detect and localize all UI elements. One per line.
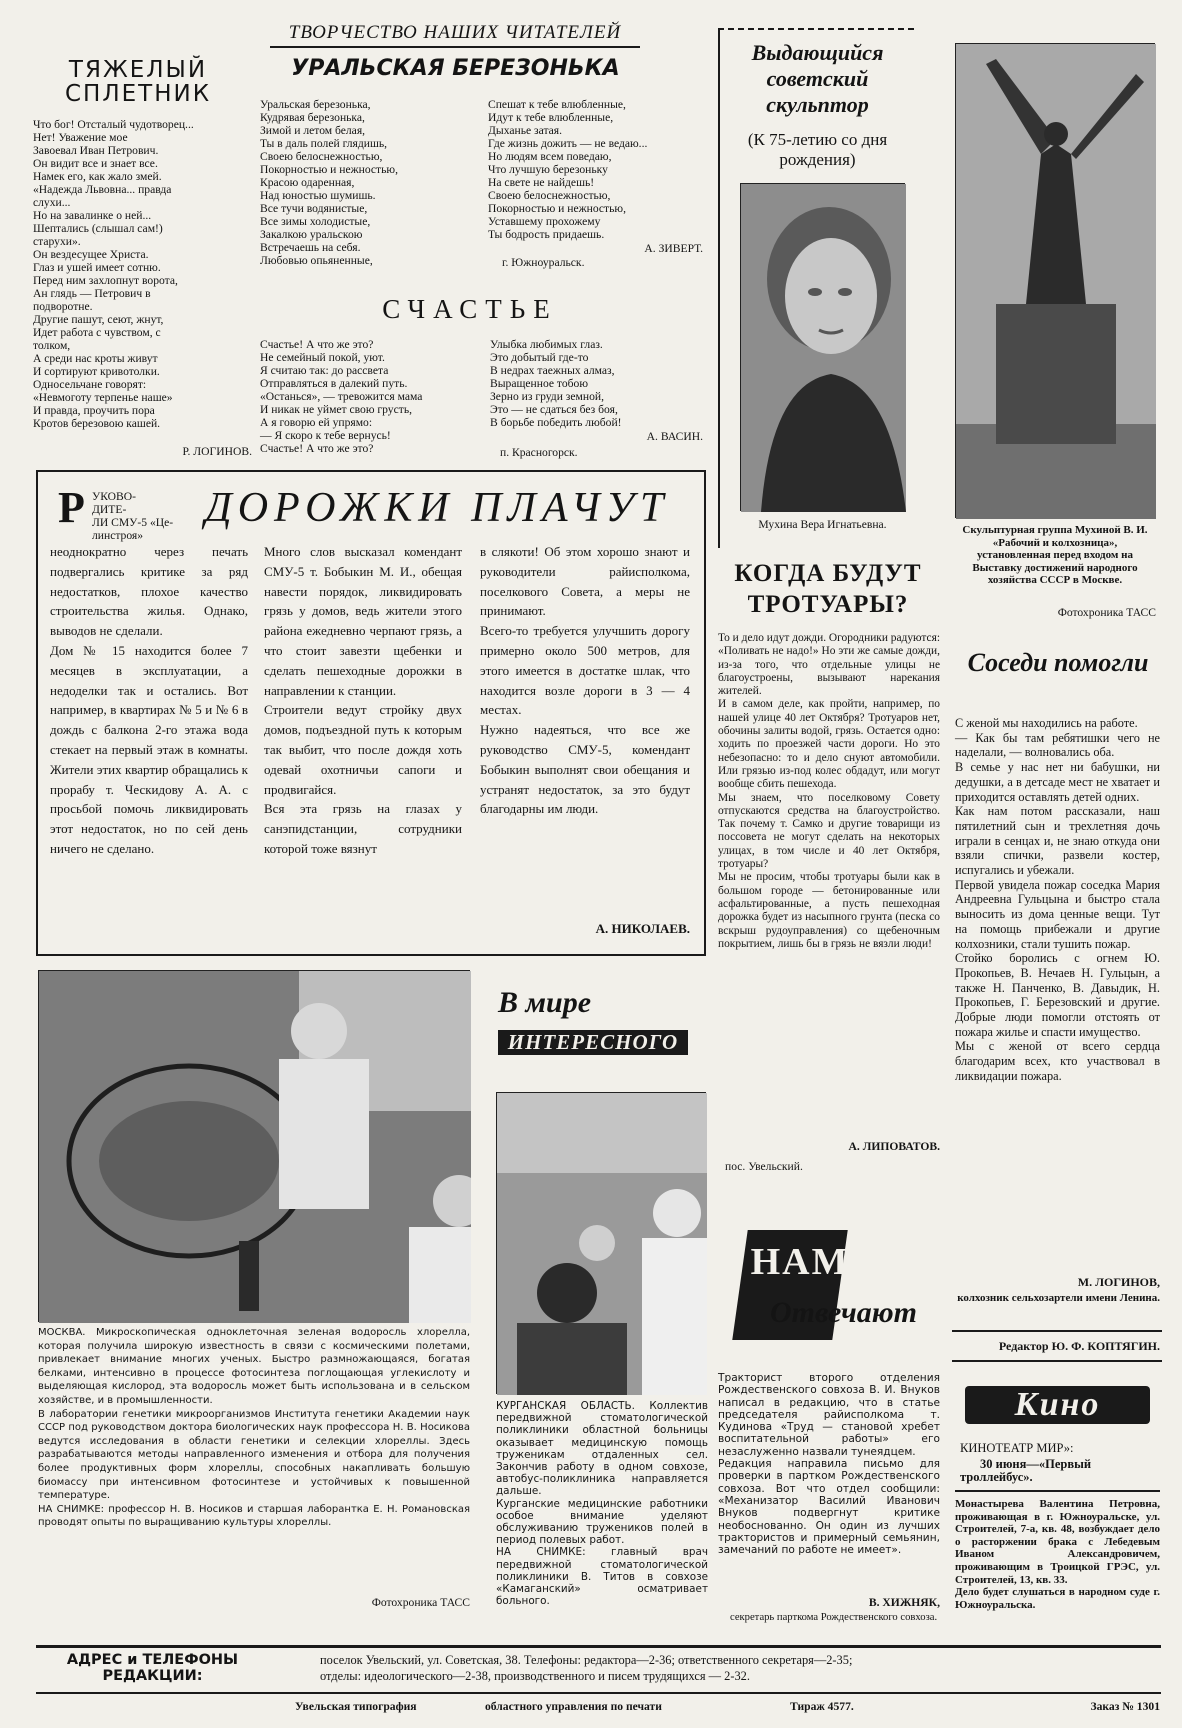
- poem3-author: А. ВАСИН.: [646, 430, 703, 443]
- kino-rule: [955, 1490, 1160, 1492]
- statue-photo: [955, 43, 1155, 518]
- kino-title: Кино: [965, 1386, 1150, 1424]
- answer-author-desc: секретарь парткома Рождественского совхоза.: [730, 1612, 938, 1623]
- sidewalks-title: КОГДА БУДУТ ТРОТУАРЫ?: [734, 560, 922, 618]
- neighbors-text: С женой мы находились на работе. — Как бы там ребятишки чего не наделали, — волновались оба. В семье у нас нет ни бабушки, ни дедушки, а в детсаде мест не хватает и приходится оставлять детей одних. Как нам потом рассказали, наш пятилетний сын и трехлетняя дочь играли в сенцах и, не знаю откуда они взяли спички, развели костер, испугались и убежали. Первой увидела пожар соседка Мария Андреевна Гульцына и быстро стала выносить из дома ценные вещи. Тут на помощь прибежали и другие колхозники, стали тушить пожар. Стойко боролись с огнем Ю. Прокопьев, В. Нечаев Н. Гульцын, а также Н. Панченко, В. Давыдик, Н. Прокопьев, Г. Березовский и другие. Добрые люди помогли отстоять от пожара жилье и спасти имущество. Мы с женой от всего сердца благодарим всех, кто участвовал в ликвидации пожара.: [955, 716, 1160, 1083]
- statue-credit: Фотохроника ТАСС: [1057, 606, 1156, 619]
- footer-print1: Увельская типография: [295, 1700, 417, 1713]
- sculptor-title: Выдающийся советский скульптор: [751, 40, 884, 117]
- poem1-author: Р. ЛОГИНОВ.: [182, 445, 252, 458]
- poem1-title: ТЯЖЕЛЫЙ СПЛЕТНИК: [64, 57, 212, 107]
- roads-title: ДОРОЖКИ ПЛАЧУТ: [205, 485, 670, 531]
- footer-print2: областного управления по печати: [485, 1700, 662, 1713]
- rubric-title: ТВОРЧЕСТВО НАШИХ ЧИТАТЕЛЕЙ: [288, 22, 622, 43]
- statue-caption: Скульптурная группа Мухиной В. И. «Рабочий и колхозница», установленная перед входом на Выставку достижений народного хозяйства СССР в Москве.: [962, 524, 1148, 586]
- poem2-col1: Уральская березонька, Кудрявая березонька, Зимой и летом белая, Ты в даль полей глядишь, Своею белоснежностью, Покорностью и нежностью, Красою одаренная, Над юностью шумишь. Все тучи водянистые, Все зимы холодистые, Закалкою уральскою Встречаешь на себя. Любовью опьяненные,: [260, 98, 398, 267]
- poem3-place: п. Красногорск.: [500, 446, 578, 459]
- dentist-illustration: [497, 1093, 707, 1395]
- footer-print4: Заказ № 1301: [1090, 1700, 1160, 1713]
- moscow-caption: МОСКВА. Микроскопическая одноклеточная зеленая водоросль хлорелла, которая получила широкую известность в связи с космическими полетами, привлекает внимание многих ученых. Быстро размножающаяся, богатая белками, интенсивно в процессе фотосинтеза поглощающая углекислоту и выделяющая кислород, эта водоросль может быть использована и в сельском хозяйстве, и в промышленности. В лаборатории генетики микроорганизмов Института генетики Академии наук СССР под руководством доктора биологических наук профессора Н. В. Носикова ведутся исследования в области генетики и селекции хлореллы. Здесь разрабатываются методы направленного изменения и отбора для получения более продуктивных форм хлореллы, способных накапливать большую биомассу при интенсивном фотосинтезе и устойчивых к повышенной температуре. НА СНИМКЕ: профессор Н. В. Носиков и старшая лаборантка Е. Н. Романовская проводят опыты по выращиванию культуры хлореллы.: [38, 1327, 470, 1529]
- poem2-col2: Спешат к тебе влюбленные, Идут к тебе влюбленные, Дыханье затая. Где жизнь дожить — не ведаю... Но людям всем поведаю, Что лучшую березоньку На свете не найдешь! Своею белоснежностью, Покорностью и нежностью, Уставшему прохожему Ты бодрость придаешь.: [488, 98, 648, 241]
- sidewalks-text: То и дело идут дожди. Огородники радуются: «Поливать не надо!» Но эти же самые дожди, из-за того, что отдельные улицы не благоустроены, вызывают нарекания жителей. И в самом деле, как пройти, например, по нашей улице 40 лет Октября? Тротуаров нет, обочины залиты водой, грязь. Остается одно: ходить по проезжей части дороги. Но это небезопасно: то и дело снуют автомобили. Или грязью из-под колес обдадут, или могут вообще сбить пешехода. Мы знаем, что поселковому Совету отпускаются средства на благоустройство. Так почему т. Самко и другие товарищи из поссовета не могут сделать на некоторых улицах, в том числе и 40 лет Октября, тротуары? Мы не просим, чтобы тротуары были как в большом городе — бетонированные или асфальтированные, а пусть пешеходная дорожка будет из насыпного грунта (песка со вскрыш рудоуправления) со щебеночным покрытием, лишь бы в грязь не вязли люди!: [718, 632, 940, 950]
- poem2-author: А. ЗИВЕРТ.: [644, 242, 703, 255]
- interesting-title-line1: В мире: [498, 986, 592, 1019]
- poem2-place: г. Южноуральск.: [502, 256, 585, 269]
- answer-title-line2: Отвечают: [770, 1296, 917, 1329]
- neighbors-title: Соседи помогли: [967, 648, 1149, 677]
- poem2-title: УРАЛЬСКАЯ БЕРЕЗОНЬКА: [291, 56, 620, 81]
- roads-col2: Много слов высказал комендант СМУ-5 т. Бобыкин М. И., обещая навести порядок, ликвидировать грязь у домов, ведь жители этого района ежедневно черпают грязь, а что стоит завезти щебенки и сделать пешеходные дорожки в направлении к станции. Строители ведут стройку двух домов, подъездной путь к которым так выбит, что после дождя хоть одевай охотничьи сапоги и продвигайся. Вся эта грязь на глазах у санэпидстанции, сотрудники которой тоже вязнут: [264, 544, 462, 856]
- roads-col3: в слякоти! Об этом хорошо знают и руководители райисполкома, поселкового Совета, а меры не принимают. Всего-то требуется улучшить дорогу примерно около 500 метров, для этого имеется в достатке шлак, что находится возле дороги в 3 — 4 местах. Нужно надеяться, что все же руководство СМУ-5, комендант Бобыкин выполнят свои обещания и устранят недостаток, за это будут благодарны им люди.: [480, 544, 690, 817]
- neighbors-author: М. ЛОГИНОВ,: [1077, 1275, 1160, 1289]
- answer-title-line1: НАМ: [750, 1241, 850, 1283]
- moscow-credit: Фотохроника ТАСС: [371, 1596, 470, 1609]
- sidewalks-place: пос. Увельский.: [725, 1160, 803, 1173]
- portrait-photo: [740, 183, 905, 511]
- editor-line: Редактор Ю. Ф. КОПТЯГИН.: [998, 1339, 1160, 1353]
- footer-rule-bottom: [36, 1692, 1161, 1694]
- poem3-col1: Счастье! А что же это? Не семейный покой, уют. Я считаю так: до рассвета Отправляться в далекий путь. «Останься», — тревожится мама И никак не уймет свою грусть, А я говорю ей упрямо: — Я скоро к тебе вернусь! Счастье! А что же это?: [260, 338, 423, 455]
- kino-show: 30 июня—«Первый троллейбус».: [960, 1457, 1092, 1484]
- answer-author: В. ХИЖНЯК,: [868, 1596, 940, 1609]
- neighbors-author-desc: колхозник сельхозартели имени Ленина.: [957, 1292, 1160, 1304]
- sculptor-subtitle: (К 75-летию со дня рождения): [747, 130, 888, 169]
- kino-line: КИНОТЕАТР МИР»:: [960, 1441, 1074, 1455]
- roads-kicker: УКОВО- ДИТЕ- ЛИ СМУ-5 «Це- линстроя»: [92, 490, 174, 542]
- editor-rule-bottom: [952, 1360, 1162, 1362]
- sidewalks-author: А. ЛИПОВАТОВ.: [848, 1140, 940, 1153]
- lab-photo: [38, 970, 470, 1322]
- lab-illustration: [39, 971, 471, 1323]
- statue-illustration: [956, 44, 1156, 519]
- poem1-text: Что бог! Отсталый чудотворец... Нет! Уважение мое Завоевал Иван Петрович. Он видит все и знает все. Намек его, как жало змей. «Надежда Львовна... правда слухи... Но на завалинке о ней... Шептались (слышал сам!) старухи». Он вездесущее Христа. Глаз и ушей имеет сотню. Перед ним захлопнут ворота, Ан глядь — Петрович в подворотне. Другие пашут, сеют, жнут, Идет работа с чувством, с толком, А среди нас кроты живут И сортируют кривотолки. Односельчане говорят: «Невмоготу терпенье наше» И правда, проучить пора Кротов березовою кашей.: [33, 118, 194, 430]
- footer-print3: Тираж 4577.: [790, 1700, 854, 1713]
- divorce-notice: Монастырева Валентина Петровна, проживающая в г. Южноуральске, ул. Строителей, 7-а, кв. 48, возбуждает дело о расторжении брака с Лебедевым Иваном Александровичем, проживающим в Троицкой ГРЭС, ул. Строителей, 13, кв. 33. Дело будет слушаться в народном суде г. Южноуральска.: [955, 1498, 1160, 1611]
- footer-label: АДРЕС и ТЕЛЕФОНЫ РЕДАКЦИИ:: [66, 1652, 239, 1684]
- footer-rule-top: [36, 1645, 1161, 1648]
- footer-line1: поселок Увельский, ул. Советская, 38. Телефоны: редактора—2-36; ответственного секретаря—2-35;: [320, 1653, 853, 1667]
- footer-line2: отделы: идеологического—2-38, производственного и писем трудящихся — 2-32.: [320, 1669, 750, 1683]
- kurgan-caption: КУРГАНСКАЯ ОБЛАСТЬ. Коллектив передвижной стоматологической поликлиники областной больницы оказывает медицинскую помощь труженикам отдаленных сел. Закончив работу в одном совхозе, автобус-поликлиника направляется дальше. Курганские медицинские работники особое внимание уделяют обслуживанию тружеников полей в период полевых работ. НА СНИМКЕ: главный врач передвижной стоматологической поликлиники В. Титов в совхозе «Камаганский» осматривает больного.: [496, 1400, 708, 1608]
- portrait-illustration: [741, 184, 906, 512]
- roads-col1: неоднократно через печать подвергались критике за ряд недостатков, плохое качество строительства жилья. Однако, выводов не сделали. Дом № 15 находится более 7 месяцев в эксплуатации, а недоделки так и остались. Вот например, в квартирах № 5 и № 6 в дождь с балкона 2-го этажа вода стекает на первый этаж в комнаты. Жители этих квартир обращались к прорабу т. Ческидову А. А. с просьбой помочь ликвидировать этот недостаток, но по сей день ничего не сделано.: [50, 544, 248, 856]
- dentist-photo: [496, 1092, 706, 1394]
- editor-rule: [952, 1330, 1162, 1332]
- interesting-title-line2: ИНТЕРЕСНОГО: [498, 1030, 688, 1055]
- roads-author: А. НИКОЛАЕВ.: [595, 921, 690, 936]
- poem3-title: СЧАСТЬЕ: [382, 294, 558, 324]
- portrait-caption: Мухина Вера Игнатьевна.: [758, 518, 887, 531]
- roads-dropcap: Р: [58, 483, 85, 532]
- poem3-col2: Улыбка любимых глаз. Это добытый где-то В недрах таежных алмаз, Выращенное тобою Зерно из груди земной, Это — не сдаться без боя, В борьбе победить любой!: [490, 338, 622, 429]
- rubric-rule: [270, 46, 640, 48]
- answer-text: Тракторист второго отделения Рождественского совхоза В. И. Внуков написал в редакцию, что в статье председателя райисполкома т. Кудинова «Труд — становой хребет воспитательной работы» его незаслуженно назвали тунеядцем. Редакция направила письмо для проверки в партком Рождественского совхоза. Вот что отдел сообщили: «Механизатор Василий Иванович Внуков подвергнут критике необоснованно. Он один из лучших трактористов и примерный семьянин, замечаний по работе не имеет».: [718, 1372, 940, 1557]
